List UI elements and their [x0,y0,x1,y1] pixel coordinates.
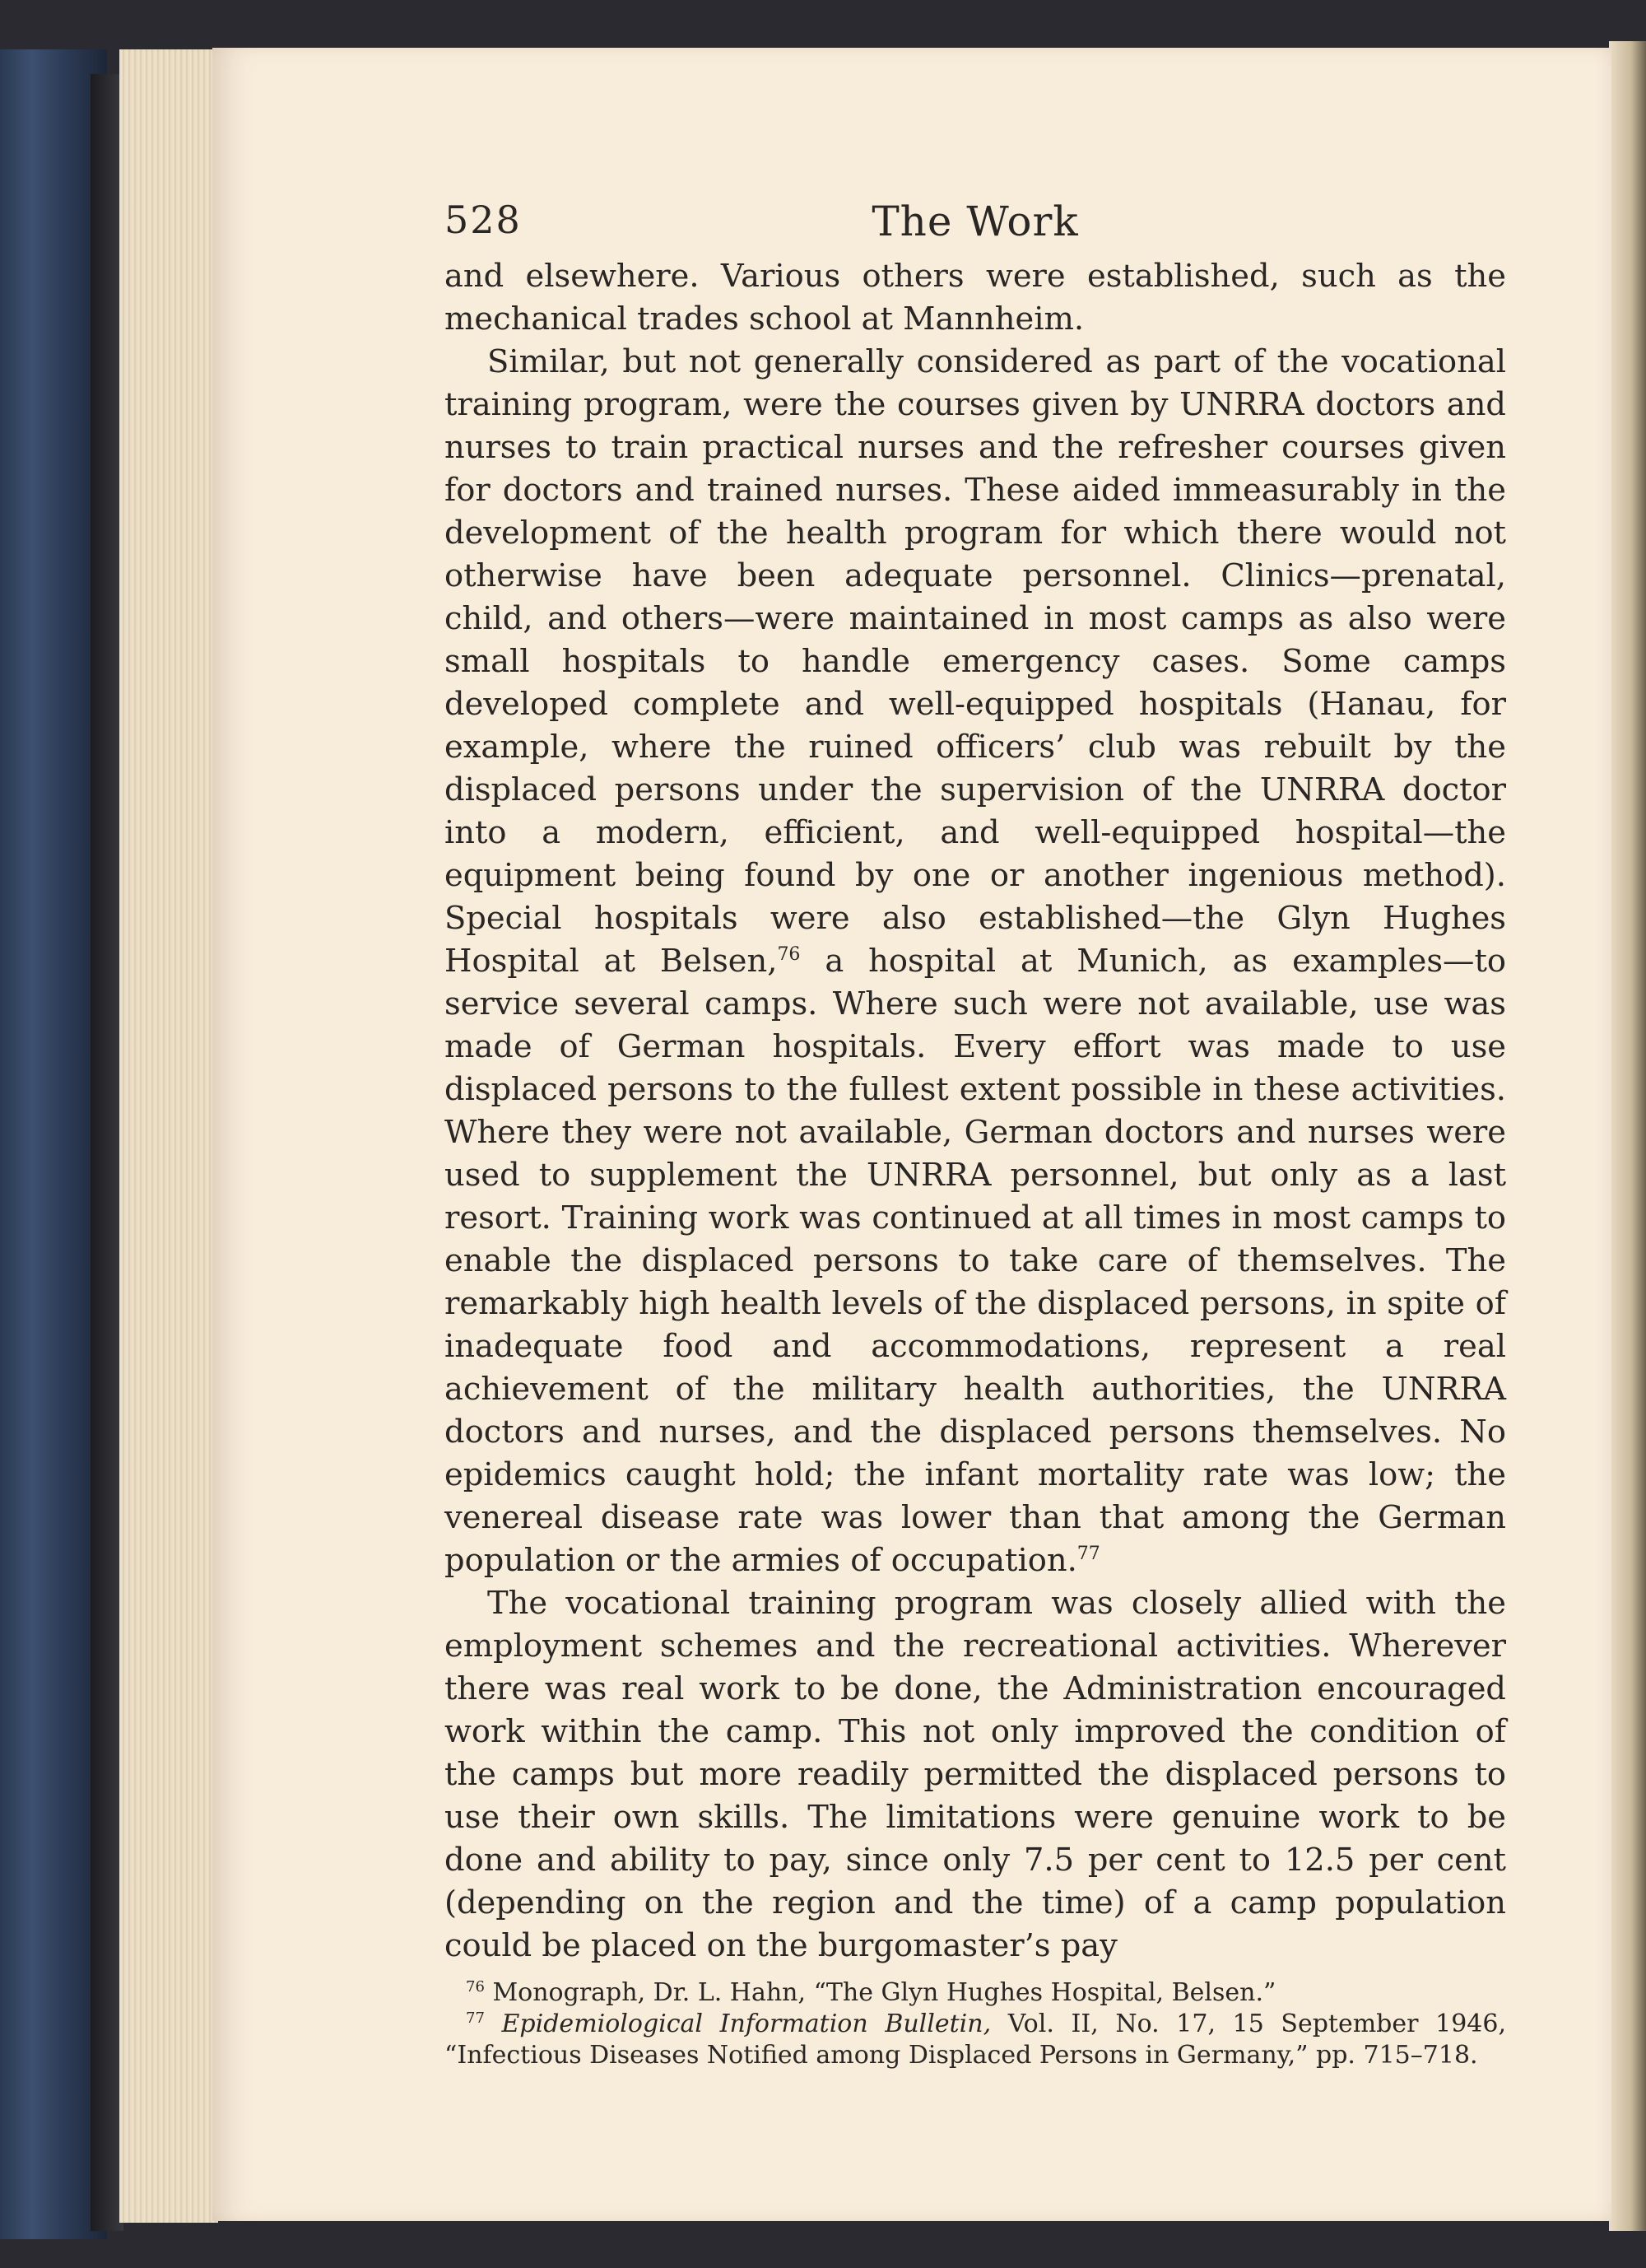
footnote-text: Monograph, Dr. L. Hahn, “The Glyn Hughes Hospital, Belsen.” [492,1978,1276,2007]
footnote-marker: 76 [466,1978,485,1996]
footnote [444,1977,1506,2009]
paragraph-text: a hospital at Munich, as examples—to service several camps. Where such were not available, use was made of German hospitals. Every effort was made to use displaced persons to the fullest extent possible in these activities. Where they were not available, German doctors and nurses were used to supplement the UNRRA personnel, but only as a last resort. Training work was continued at all times in most camps to enable the displaced persons to take care of themselves. The remarkably high health levels of the displaced persons, in spite of inadequate food and accommodations, represent a real achievement of the military health authorities, the UNRRA doctors and nurses, and the displaced persons themselves. No epidemics caught hold; the infant mortality rate was low; the venereal disease rate was lower than that among the German population or the armies of occupation. [444,943,1506,1579]
footnote-text: Vol. II, No. 17, 15 September 1946, “Infectious Diseases Notified among Displaced Persons in Germany,” pp. 715–718. [444,2010,1506,2070]
paragraph: and elsewhere. Various others were established, such as the mechanical trades school at Mannheim. [444,258,1506,338]
paragraph: The vocational training program was closely allied with the employment schemes and the recreational activities. Wherever there was real work to be done, the Administration encouraged work within the camp. This not only improved the condition of the camps but more readily permitted the displaced persons to use their own skills. The limitations were genuine work to be done and ability to pay, since only 7.5 per cent to 12.5 per cent (depending on the region and the time) of a camp population could be placed on the burgomaster’s pay [444,1585,1506,1964]
body-text [444,255,1506,1968]
running-head [444,198,1506,255]
page-stack [119,49,218,2223]
running-title: The Work [872,198,1079,245]
page-right-edge [1609,41,1646,2231]
footnote-title: Epidemiological Information Bulletin, [501,2010,992,2038]
footnote-ref: 77 [1076,1544,1100,1565]
footnote [444,2009,1506,2071]
footnote-marker: 77 [466,2010,485,2027]
paragraph [444,341,1506,1582]
paragraph-text: Similar, but not generally considered as part of the vocational training program, were the courses given by UNRRA doctors and nurses to train practical nurses and the refresher courses given for doctors and trained nurses. These aided immeasurably in the development of the health program for which there would not otherwise have been adequate personnel. Clinics—prenatal, child, and others—were maintained in most camps as also were small hospitals to handle emergency cases. Some camps developed complete and well-equipped hospitals (Hanau, for example, where the ruined officers’ club was rebuilt by the displaced persons under the supervision of the UNRRA doctor into a modern, efficient, and well-equipped hospital—the equipment being found by one or another ingenious method). Special hospitals were also established—the Glyn Hughes Hospital at Belsen, [444,343,1506,980]
footnote-ref: 76 [777,944,801,966]
footnotes [444,1977,1506,2071]
page-number: 528 [444,198,522,242]
page-content [444,198,1506,2071]
binding-edge [91,74,123,2231]
